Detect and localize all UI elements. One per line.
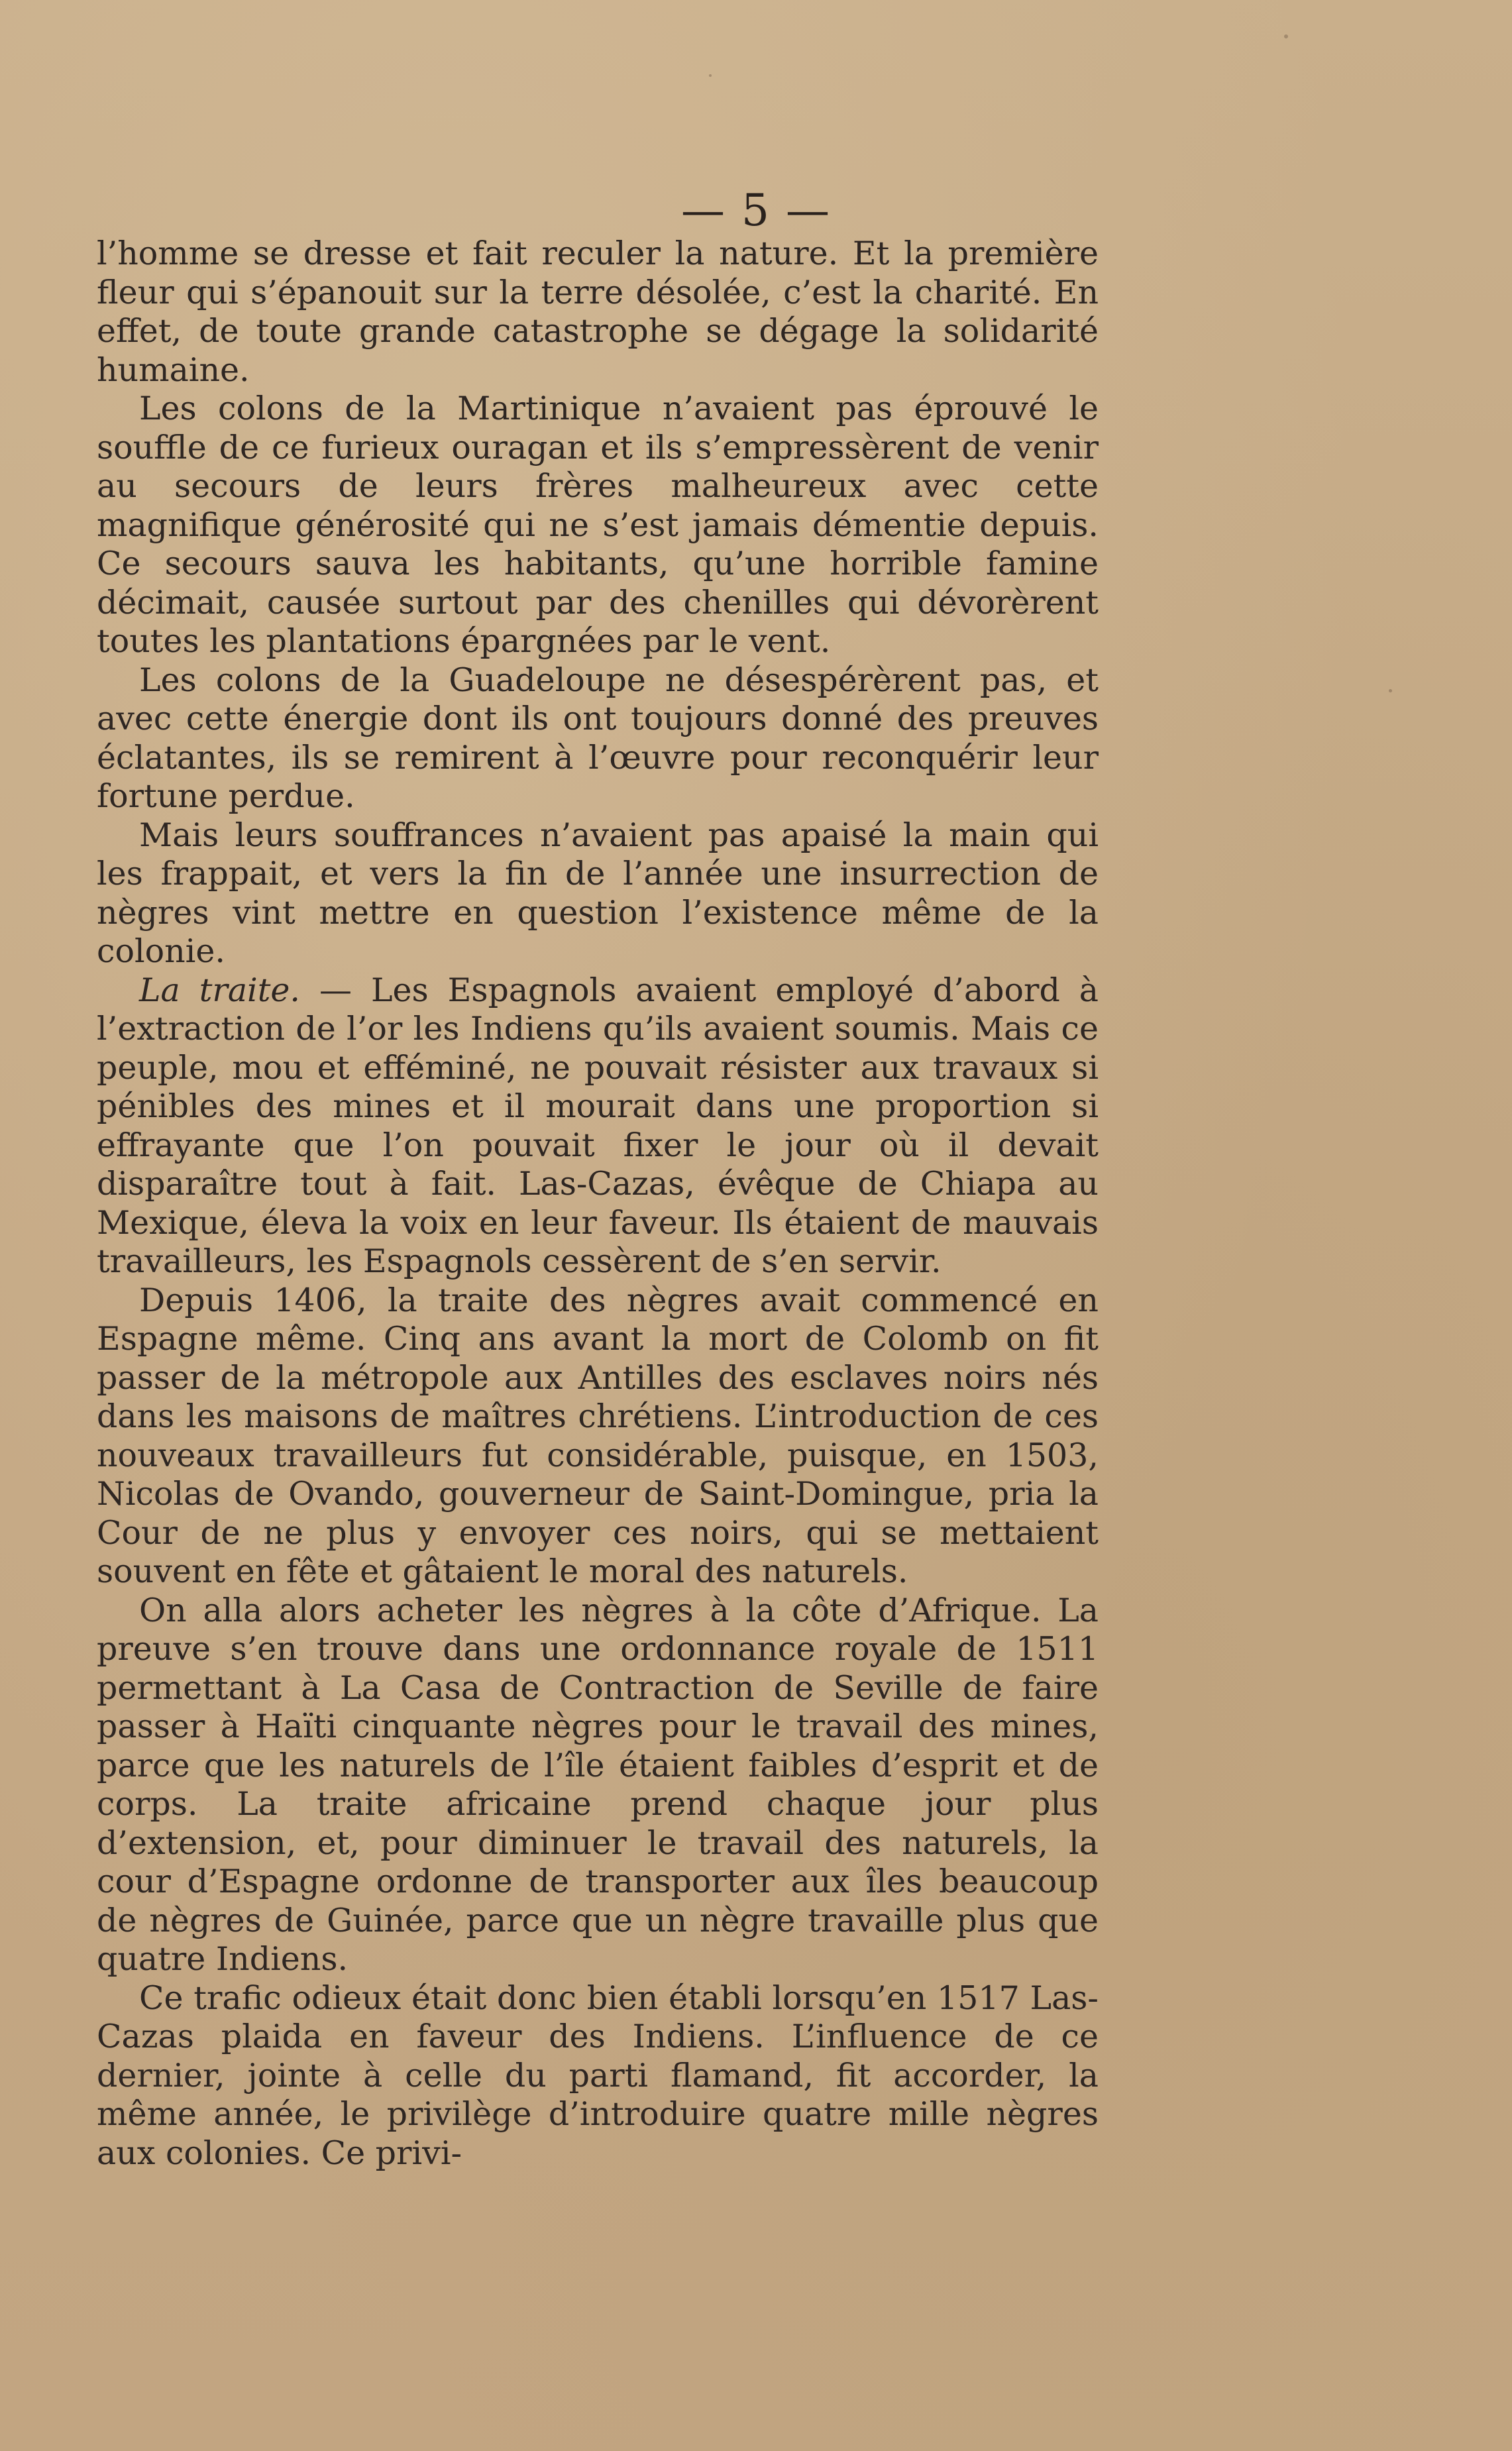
paragraph-4-text: Mais leurs souffrances n’avaient pas apaisé la main qui les frappait, et vers la fin de l’année une insurrection de nègres vint mettre en question l’existence même de la colonie. bbox=[97, 816, 1099, 970]
paragraph-6-text: Depuis 1406, la traite des nègres avait commencé en Espagne même. Cinq ans avant la mort de Colomb on fit passer de la métropole aux Antilles des esclaves noirs nés dans les maisons de maîtres chrétiens. L’introduction de ces nouveaux travailleurs fut considérable, puisque, en 1503, Nicolas de Ovando, gouverneur de Saint-Domingue, pria la Cour de ne plus y envoyer ces noirs, qui se mettaient souvent en fête et gâtaient le moral des naturels. bbox=[97, 1281, 1099, 1590]
paragraph-2-text: Les colons de la Martinique n’avaient pas éprouvé le souffle de ce furieux ouragan et ils s’empressèrent de venir au secours de leurs frères malheureux avec cette magnifique générosité qui ne s’est jamais démentie depuis. Ce secours sauva les habitants, qu’une horrible famine décimait, causée surtout par des chenilles qui dévorèrent toutes les plantations épargnées par le vent. bbox=[97, 390, 1099, 660]
paper-speck bbox=[424, 1537, 427, 1540]
paragraph-7-text: On alla alors acheter les nègres à la côte d’Afrique. La preuve s’en trouve dans une ordonnance royale de 1511 permettant à La Casa de Contraction de Seville de faire passer à Haïti cinquante nègres pour le travail des mines, parce que les naturels de l’île étaient faibles d’esprit et de corps. La traite africaine prend chaque jour plus d’extension, et, pour diminuer le travail des naturels, la cour d’Espagne ordonne de transporter aux îles beaucoup de nègres de Guinée, parce que un nègre travaille plus que quatre Indiens. bbox=[97, 1591, 1099, 1978]
paragraph-8 bbox=[97, 1979, 1099, 2173]
paragraph-3-text: Les colons de la Guadeloupe ne désespérèrent pas, et avec cette énergie dont ils ont toujours donné des preuves éclatantes, ils se remirent à l’œuvre pour reconquérir leur fortune perdue. bbox=[97, 661, 1099, 815]
paragraph-5 bbox=[97, 971, 1099, 1281]
paragraph-1 bbox=[97, 235, 1099, 390]
paragraph-2 bbox=[97, 390, 1099, 661]
paragraph-1-text: l’homme se dresse et fait reculer la nature. Et la première fleur qui s’épanouit sur la terre désolée, c’est la charité. En effet, de toute grande catastrophe se dégage la solidarité humaine. bbox=[97, 235, 1099, 389]
page-number: — 5 — bbox=[681, 185, 831, 236]
paragraph-6 bbox=[97, 1281, 1099, 1592]
section-heading-la-traite: La traite. bbox=[139, 971, 300, 1009]
paper-speck bbox=[1284, 34, 1288, 38]
body-text bbox=[97, 235, 1099, 2173]
paper-speck bbox=[709, 74, 712, 77]
paragraph-5-text: — Les Espagnols avaient employé d’abord à l’extraction de l’or les Indiens qu’ils avaient soumis. Mais ce peuple, mou et efféminé, ne pouvait résister aux travaux si pénibles des mines et il mourait dans une proportion si effrayante que l’on pouvait fixer le jour où il devait disparaître tout à fait. Las-Cazas, évêque de Chiapa au Mexique, éleva la voix en leur faveur. Ils étaient de mauvais travailleurs, les Espagnols cessèrent de s’en servir. bbox=[97, 971, 1099, 1280]
paragraph-4 bbox=[97, 816, 1099, 971]
paragraph-7 bbox=[97, 1592, 1099, 1979]
paragraph-8-text: Ce trafic odieux était donc bien établi lorsqu’en 1517 Las-Cazas plaida en faveur des Indiens. L’influence de ce dernier, jointe à celle du parti flamand, fit accorder, la même année, le privilège d’introduire quatre mille nègres aux colonies. Ce privi- bbox=[97, 1979, 1099, 2172]
paper-speck bbox=[1389, 689, 1392, 692]
paragraph-3 bbox=[97, 661, 1099, 816]
